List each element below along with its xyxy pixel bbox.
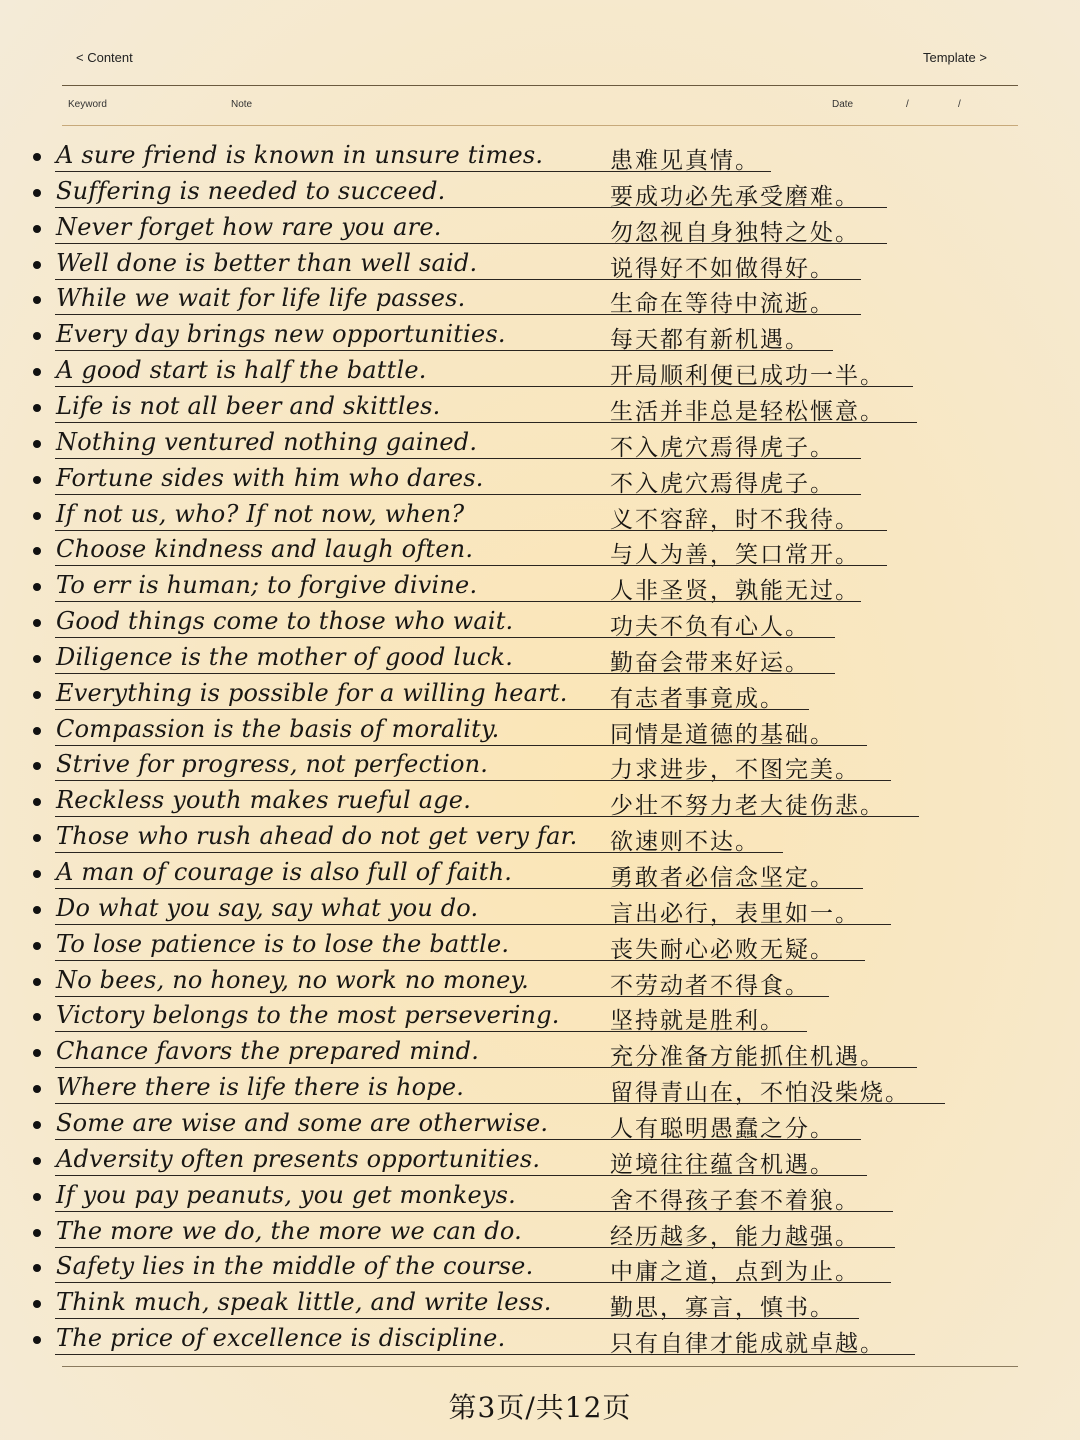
list-item — [0, 176, 1080, 212]
underline — [605, 422, 917, 423]
list-item — [0, 678, 1080, 714]
list-item — [0, 1144, 1080, 1180]
chinese-translation: 少壮不努力老大徒伤悲。 — [610, 793, 885, 820]
underline — [55, 1103, 605, 1104]
list-item — [0, 1108, 1080, 1144]
list-item — [0, 248, 1080, 284]
underline — [55, 673, 605, 674]
list-item — [0, 212, 1080, 248]
underline — [605, 1247, 895, 1248]
date-separator: / — [958, 99, 961, 110]
underline — [55, 279, 605, 280]
english-phrase: Those who rush ahead do not get very far. — [56, 822, 578, 851]
chinese-translation: 开局顺利便已成功一半。 — [610, 363, 885, 390]
chinese-translation: 丧失耐心必败无疑。 — [610, 936, 835, 963]
english-phrase: No bees, no honey, no work no money. — [56, 965, 529, 994]
chinese-translation: 舍不得孩子套不着狼。 — [610, 1187, 860, 1214]
chinese-translation: 生活并非总是轻松惬意。 — [610, 398, 885, 425]
bullet-icon — [33, 1121, 41, 1129]
list-item — [0, 606, 1080, 642]
underline — [55, 637, 605, 638]
chinese-translation: 人非圣贤，孰能无过。 — [610, 578, 860, 605]
chinese-translation: 勇敢者必信念坚定。 — [610, 865, 835, 891]
underline — [605, 565, 887, 566]
underline — [605, 314, 861, 315]
bullet-icon — [33, 404, 41, 412]
list-item — [0, 965, 1080, 1001]
chinese-translation: 说得好不如做得好。 — [610, 255, 835, 282]
underline — [55, 207, 605, 208]
english-phrase: Life is not all beer and skittles. — [56, 391, 441, 420]
chinese-translation: 要成功必先承受磨难。 — [610, 183, 860, 210]
list-item — [0, 570, 1080, 606]
underline — [55, 530, 605, 531]
underline — [55, 1354, 605, 1355]
underline — [605, 960, 865, 961]
bullet-icon — [33, 1013, 41, 1021]
underline — [605, 207, 887, 208]
list-item — [0, 1287, 1080, 1323]
english-phrase: Well done is better than well said. — [56, 248, 478, 277]
underline — [55, 422, 605, 423]
underline — [605, 1031, 807, 1032]
bullet-icon — [33, 655, 41, 663]
underline — [55, 1247, 605, 1248]
underline — [605, 888, 863, 889]
underline — [605, 780, 891, 781]
list-item — [0, 1216, 1080, 1252]
english-phrase: The more we do, the more we can do. — [56, 1216, 522, 1245]
list-item — [0, 427, 1080, 463]
footer-divider — [62, 1366, 1018, 1367]
bullet-icon — [33, 1300, 41, 1308]
chinese-translation: 欲速则不达。 — [610, 829, 760, 856]
underline — [55, 745, 605, 746]
chinese-translation: 与人为善，笑口常开。 — [610, 542, 860, 569]
list-item — [0, 1036, 1080, 1072]
underline — [55, 314, 605, 315]
underline — [55, 852, 605, 853]
date-separator: / — [906, 99, 909, 110]
chinese-translation: 不入虎穴焉得虎子。 — [610, 470, 835, 497]
bullet-icon — [33, 440, 41, 448]
english-phrase: To lose patience is to lose the battle. — [56, 929, 510, 958]
bullet-icon — [33, 727, 41, 735]
underline — [605, 458, 861, 459]
chinese-translation: 勤思，寡言，慎书。 — [610, 1295, 835, 1322]
english-phrase: Every day brings new opportunities. — [56, 320, 506, 349]
list-item — [0, 140, 1080, 176]
chinese-translation: 言出必行，表里如一。 — [610, 900, 860, 927]
underline — [55, 960, 605, 961]
chinese-translation: 功夫不负有心人。 — [610, 614, 810, 641]
list-item — [0, 391, 1080, 427]
chinese-translation: 不入虎穴焉得虎子。 — [610, 434, 835, 461]
underline — [605, 350, 833, 351]
chinese-translation: 不劳动者不得食。 — [610, 972, 810, 999]
list-item — [0, 1180, 1080, 1216]
bullet-icon — [33, 189, 41, 197]
header-divider — [62, 85, 1018, 86]
bullet-icon — [33, 476, 41, 484]
meta-divider — [62, 125, 1018, 126]
list-item — [0, 785, 1080, 821]
bullet-icon — [33, 1085, 41, 1093]
english-phrase: Choose kindness and laugh often. — [56, 535, 474, 564]
list-item — [0, 642, 1080, 678]
underline — [55, 1067, 605, 1068]
underline — [605, 1211, 893, 1212]
underline — [605, 243, 887, 244]
underline — [605, 709, 809, 710]
bullet-icon — [33, 1049, 41, 1057]
underline — [55, 1139, 605, 1140]
english-phrase: Do what you say, say what you do. — [56, 893, 479, 922]
bullet-icon — [33, 762, 41, 770]
page-number: 第3页/共12页 — [448, 1391, 632, 1424]
chinese-translation: 中庸之道，点到为止。 — [610, 1259, 860, 1286]
list-item — [0, 821, 1080, 857]
english-phrase: A sure friend is known in unsure times. — [56, 141, 544, 169]
underline — [55, 243, 605, 244]
english-phrase: If you pay peanuts, you get monkeys. — [56, 1180, 517, 1209]
english-phrase: Suffering is needed to succeed. — [56, 176, 446, 205]
bullet-icon — [33, 798, 41, 806]
english-phrase: Think much, speak little, and write less. — [56, 1288, 552, 1317]
english-phrase: Everything is possible for a willing heart. — [56, 678, 568, 707]
list-item — [0, 1000, 1080, 1036]
underline — [55, 996, 605, 997]
english-phrase: Safety lies in the middle of the course. — [56, 1252, 534, 1281]
english-phrase: Good things come to those who wait. — [56, 607, 514, 636]
english-phrase: Nothing ventured nothing gained. — [56, 427, 478, 456]
underline — [605, 1175, 867, 1176]
english-phrase: Some are wise and some are otherwise. — [56, 1108, 549, 1137]
underline — [55, 601, 605, 602]
bullet-icon — [33, 1157, 41, 1165]
note-label: Note — [231, 99, 253, 110]
underline — [55, 350, 605, 351]
bullet-icon — [33, 261, 41, 269]
english-phrase: A good start is half the battle. — [56, 356, 427, 385]
bullet-icon — [33, 906, 41, 914]
underline — [55, 171, 605, 172]
underline — [605, 924, 891, 925]
english-phrase: While we wait for life life passes. — [56, 284, 466, 313]
english-phrase: Compassion is the basis of morality. — [56, 714, 500, 743]
underline — [605, 637, 835, 638]
bullet-icon — [33, 332, 41, 340]
bullet-icon — [33, 1229, 41, 1237]
underline — [605, 1139, 861, 1140]
english-phrase: Chance favors the prepared mind. — [56, 1037, 480, 1066]
date-label: Date — [832, 99, 854, 110]
list-item — [0, 1072, 1080, 1108]
underline — [605, 996, 829, 997]
bullet-icon — [33, 368, 41, 376]
underline — [605, 745, 867, 746]
chinese-translation: 逆境往往蕴含机遇。 — [610, 1151, 835, 1178]
list-item — [0, 319, 1080, 355]
underline — [55, 780, 605, 781]
underline — [55, 709, 605, 710]
chinese-translation: 勿忽视自身独特之处。 — [610, 219, 860, 246]
underline — [605, 530, 887, 531]
list-item — [0, 499, 1080, 535]
bullet-icon — [33, 978, 41, 986]
underline — [55, 386, 605, 387]
list-item — [0, 714, 1080, 750]
chinese-translation: 患难见真情。 — [610, 148, 760, 174]
underline — [55, 1282, 605, 1283]
english-phrase: A man of courage is also full of faith. — [56, 858, 513, 886]
list-item — [0, 1251, 1080, 1287]
underline — [605, 1067, 917, 1068]
underline — [605, 279, 861, 280]
english-phrase: Fortune sides with him who dares. — [56, 463, 484, 492]
list-item — [0, 893, 1080, 929]
underline — [55, 888, 605, 889]
underline — [605, 494, 861, 495]
top-nav — [0, 50, 1080, 70]
list-item — [0, 749, 1080, 785]
template-next-link[interactable]: Template > — [923, 50, 987, 65]
bullet-icon — [33, 547, 41, 555]
chinese-translation: 充分准备方能抓住机遇。 — [610, 1044, 885, 1071]
bullet-icon — [33, 296, 41, 304]
chinese-translation: 力求进步，不图完美。 — [610, 757, 860, 784]
list-item — [0, 463, 1080, 499]
bullet-icon — [33, 1336, 41, 1344]
chinese-translation: 生命在等待中流逝。 — [610, 291, 835, 318]
chinese-translation: 经历越多，能力越强。 — [610, 1223, 860, 1250]
chinese-translation: 勤奋会带来好运。 — [610, 649, 810, 676]
list-item — [0, 857, 1080, 893]
english-phrase: Strive for progress, not perfection. — [56, 750, 489, 779]
bullet-icon — [33, 834, 41, 842]
underline — [605, 1282, 891, 1283]
underline — [605, 1318, 859, 1319]
bullet-icon — [33, 691, 41, 699]
list-item — [0, 355, 1080, 391]
bullet-icon — [33, 619, 41, 627]
english-phrase: To err is human; to forgive divine. — [56, 571, 478, 600]
english-phrase: Diligence is the mother of good luck. — [56, 642, 514, 671]
underline — [605, 852, 783, 853]
bullet-icon — [33, 153, 41, 161]
chinese-translation: 只有自律才能成就卓越。 — [610, 1331, 885, 1358]
chinese-translation: 坚持就是胜利。 — [610, 1008, 785, 1035]
bullet-icon — [33, 512, 41, 520]
underline — [55, 1318, 605, 1319]
english-phrase: Never forget how rare you are. — [56, 212, 442, 241]
list-item — [0, 929, 1080, 965]
chinese-translation: 义不容辞，时不我待。 — [610, 506, 860, 533]
english-phrase: Adversity often presents opportunities. — [56, 1144, 541, 1173]
english-phrase: Where there is life there is hope. — [56, 1073, 465, 1102]
list-item — [0, 534, 1080, 570]
chinese-translation: 每天都有新机遇。 — [610, 327, 810, 354]
underline — [605, 171, 771, 172]
underline — [55, 494, 605, 495]
english-phrase: Reckless youth makes rueful age. — [56, 786, 472, 815]
bullet-icon — [33, 1264, 41, 1272]
keyword-label: Keyword — [68, 99, 107, 110]
underline — [605, 1354, 915, 1355]
underline — [55, 1211, 605, 1212]
underline — [55, 1031, 605, 1032]
english-phrase: The price of excellence is discipline. — [56, 1324, 506, 1353]
underline — [605, 816, 919, 817]
content-back-link[interactable]: < Content — [76, 50, 133, 65]
underline — [55, 565, 605, 566]
underline — [55, 924, 605, 925]
list-item — [0, 283, 1080, 319]
bullet-icon — [33, 225, 41, 233]
underline — [605, 1103, 945, 1104]
chinese-translation: 有志者事竟成。 — [610, 685, 785, 712]
chinese-translation: 同情是道德的基础。 — [610, 721, 835, 748]
underline — [605, 601, 861, 602]
underline — [55, 1175, 605, 1176]
bullet-icon — [33, 870, 41, 878]
underline — [605, 673, 835, 674]
bullet-icon — [33, 942, 41, 950]
list-item — [0, 1323, 1080, 1359]
english-phrase: If not us, who? If not now, when? — [56, 499, 465, 528]
chinese-translation: 留得青山在，不怕没柴烧。 — [610, 1080, 910, 1107]
bullet-icon — [33, 583, 41, 591]
underline — [55, 816, 605, 817]
english-phrase: Victory belongs to the most persevering. — [56, 1001, 560, 1030]
bullet-icon — [33, 1193, 41, 1201]
underline — [605, 386, 913, 387]
chinese-translation: 人有聪明愚蠢之分。 — [610, 1115, 835, 1142]
underline — [55, 458, 605, 459]
